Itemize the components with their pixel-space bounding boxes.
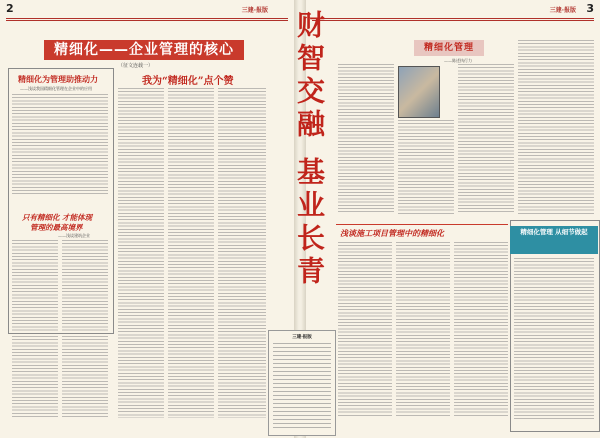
colophon xyxy=(268,330,336,436)
page-right xyxy=(306,0,600,438)
banner-subtitle: ——陈述执行力 xyxy=(444,58,472,63)
article-1-body-col1 xyxy=(338,64,394,214)
paper-name: 三建·报版 xyxy=(241,7,268,14)
article-2-body-col1 xyxy=(118,88,164,418)
side-article-body xyxy=(514,258,594,420)
article-3-body-col2 xyxy=(62,240,108,418)
article-1-body-col3 xyxy=(458,64,514,214)
page-number: 3 xyxy=(586,2,594,15)
article-3-title: 只有精细化 才能体现 xyxy=(22,213,93,222)
article-2-body-col3 xyxy=(454,242,508,418)
article-1-body xyxy=(12,94,108,194)
colophon-title: 三建·报版 xyxy=(292,335,312,340)
series-tag: （征文连载一） xyxy=(118,63,154,69)
article-1-body-col4 xyxy=(518,40,594,214)
article-3-body-col1 xyxy=(12,240,58,418)
article-1-body-col2 xyxy=(398,120,454,214)
page-number: 2 xyxy=(6,2,14,15)
section-banner: 精细化管理 xyxy=(414,40,484,56)
page-header-right xyxy=(312,4,594,19)
article-3-subtitle: ——浅谈建筑企业 xyxy=(58,233,90,238)
article-2-body-col2 xyxy=(396,242,450,418)
article-2-title: 浅谈施工项目管理中的精细化 xyxy=(340,228,444,238)
article-2-title: 我为“精细化”点个赞 xyxy=(142,76,234,87)
article-1-title: 精细化为管理助推动力 xyxy=(18,74,98,84)
page-header-left xyxy=(6,4,288,19)
section-banner: 精细化——企业管理的核心 xyxy=(44,40,244,60)
side-article-title: 精细化管理 从细节做起 xyxy=(510,226,598,254)
center-vertical-title: 财智交融 基业长青 xyxy=(293,10,326,289)
colophon-text xyxy=(273,343,331,431)
article-2-body-col3 xyxy=(218,88,266,418)
article-photo xyxy=(398,66,440,118)
article-2-body-col1 xyxy=(338,242,392,418)
page-left xyxy=(0,0,294,438)
article-1-subtitle: ——浅谈我国精细化管理在企业中的应用 xyxy=(20,86,92,91)
article-2-body-col2 xyxy=(168,88,214,418)
article-3-title-line2: 管理的最高境界 xyxy=(30,223,83,232)
paper-name: 三建·报版 xyxy=(549,7,576,14)
